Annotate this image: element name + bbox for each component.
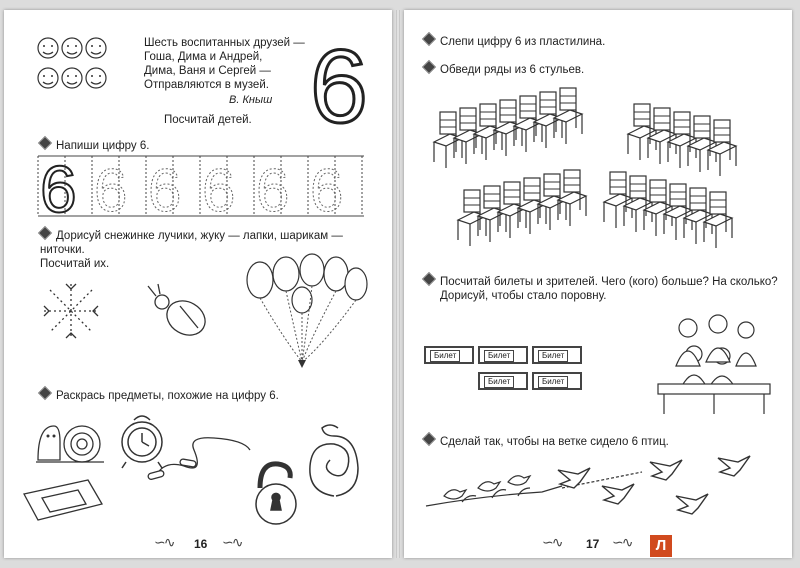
task-marker-icon	[38, 386, 52, 400]
svg-text:6: 6	[94, 157, 128, 224]
svg-text:6: 6	[310, 29, 368, 145]
snake-icon	[304, 422, 364, 502]
task-text: Слепи цифру 6 из пластилина.	[440, 36, 606, 48]
svg-text:6: 6	[310, 157, 344, 224]
task-marker-icon	[38, 136, 52, 150]
spectators-illustration	[654, 306, 774, 416]
task-text: Сделай так, чтобы на ветке сидело 6 птиц.	[440, 436, 669, 448]
padlock-icon	[248, 458, 304, 530]
task-text: Дорисуй снежинке лучики, жуку — лапки, шарикам — ниточки.	[40, 230, 343, 256]
task-text: Посчитай билеты и зрителей. Чего (кого) больше? На сколько?	[440, 276, 778, 288]
ticket: Билет	[478, 372, 528, 390]
book-fold	[396, 10, 400, 558]
task-marker-icon	[422, 432, 436, 446]
task-tickets	[424, 274, 784, 303]
task-marker-icon	[38, 226, 52, 240]
svg-text:6: 6	[148, 157, 182, 224]
ticket: Билет	[478, 346, 528, 364]
svg-text:6: 6	[202, 157, 236, 224]
page-ornament-left: ∽∿	[154, 534, 174, 550]
task-birds	[424, 434, 669, 449]
snowflake-icon	[36, 276, 106, 346]
snail-icon	[34, 412, 106, 466]
left-page	[4, 10, 392, 558]
right-page	[404, 10, 792, 558]
task-text: Дорисуй, чтобы стало поровну.	[440, 290, 607, 302]
task-color	[40, 388, 279, 403]
poem-author: В. Кныш	[229, 94, 273, 106]
poem	[144, 36, 305, 92]
task-marker-icon	[422, 60, 436, 74]
task-text: Посчитай их.	[40, 258, 110, 270]
jump-rope-icon	[144, 430, 256, 490]
chair-row-3	[458, 170, 586, 246]
publisher-logo: Л	[650, 535, 672, 557]
count-kids-text: Посчитай детей.	[164, 114, 252, 126]
page-ornament-right: ∽∿	[612, 534, 632, 550]
page-ornament-right: ∽∿	[222, 534, 242, 550]
task-marker-icon	[422, 32, 436, 46]
chair-row-1	[434, 88, 582, 168]
birds-branch-illustration	[422, 456, 782, 526]
ticket: Билет	[532, 346, 582, 364]
task-text: Напиши цифру 6.	[56, 140, 150, 152]
svg-text:6: 6	[256, 157, 290, 224]
ticket: Билет	[424, 346, 474, 364]
matchbox-icon	[18, 476, 108, 524]
task-circle-chairs	[424, 62, 584, 77]
page-number-right: 17	[586, 537, 600, 551]
task-clay	[424, 34, 605, 49]
chairs-illustration	[434, 90, 774, 270]
poem-line: Шесть воспитанных друзей —	[144, 37, 305, 49]
page-number-left: 16	[194, 537, 208, 551]
poem-line: Гоша, Дима и Андрей,	[144, 51, 263, 63]
chair-row-2	[628, 104, 736, 176]
chair-row-4	[604, 172, 732, 248]
poem-line: Отправляются в музей.	[144, 79, 269, 91]
svg-text:6: 6	[40, 152, 77, 226]
kids-faces-illustration	[34, 34, 134, 100]
big-digit-six	[310, 29, 380, 145]
writing-practice-row	[38, 152, 364, 226]
page-ornament-left: ∽∿	[542, 534, 562, 550]
task-text: Раскрась предметы, похожие на цифру 6.	[56, 390, 279, 402]
beetle-icon	[140, 282, 216, 346]
task-text: Обведи ряды из 6 стульев.	[440, 64, 585, 76]
poem-line: Дима, Ваня и Сергей —	[144, 65, 271, 77]
task-write-six	[40, 138, 149, 153]
balloons-icon	[242, 256, 372, 374]
task-marker-icon	[422, 272, 436, 286]
ticket: Билет	[532, 372, 582, 390]
